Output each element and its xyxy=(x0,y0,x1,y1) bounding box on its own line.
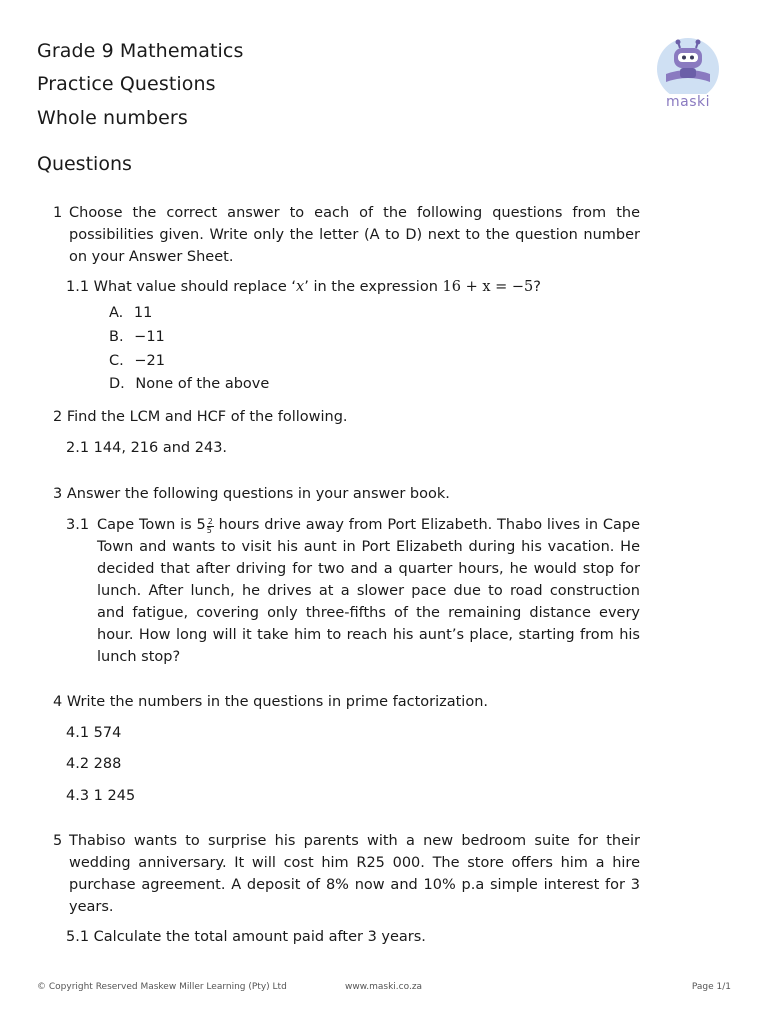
subquestion-text-mid: ’ in the expression xyxy=(304,279,443,295)
question-5-1 xyxy=(66,926,646,948)
document-title-topic: Whole numbers xyxy=(37,107,188,129)
subquestion-text: 144, 216 and 243. xyxy=(93,440,228,456)
option-value: −11 xyxy=(134,329,165,345)
option-letter: D. xyxy=(109,376,125,392)
question-3 xyxy=(53,483,653,505)
question-2-1 xyxy=(66,437,646,459)
logo-wordmark: maski xyxy=(665,94,710,110)
variable-x: x xyxy=(296,279,305,295)
question-number: 3 xyxy=(53,486,63,502)
fraction xyxy=(207,518,214,535)
question-4 xyxy=(53,691,653,713)
option-c xyxy=(109,350,165,372)
subquestion-number: 2.1 xyxy=(66,440,90,456)
document-title-grade: Grade 9 Mathematics xyxy=(37,40,244,62)
question-4-1 xyxy=(66,722,121,744)
question-4-2 xyxy=(66,753,121,775)
question-number: 5 xyxy=(53,833,63,849)
question-number: 4 xyxy=(53,694,63,710)
footer-copyright: © Copyright Reserved Maskew Miller Learning (Pty) Ltd xyxy=(37,982,287,992)
option-a xyxy=(109,302,152,324)
question-number: 2 xyxy=(53,409,63,425)
option-value: 11 xyxy=(133,305,153,321)
question-text: Thabiso wants to surprise his parents with a new bedroom suite for their wedding anniversary. It will cost him R25 000. The store offers him a hire purchase agreement. A deposit of 8% now and 10% p.a simple interest for 3 years. xyxy=(69,833,640,915)
question-text: Find the LCM and HCF of the following. xyxy=(66,409,348,425)
option-letter: B. xyxy=(109,329,124,345)
question-number: 1 xyxy=(53,205,63,221)
subquestion-number: 4.2 xyxy=(66,756,90,772)
subquestion-text: Calculate the total amount paid after 3 years. xyxy=(93,929,426,945)
question-1-1 xyxy=(66,276,646,298)
subquestion-text: 1 245 xyxy=(93,788,136,804)
text-rest: hours drive away from Port Elizabeth. Thabo lives in Cape Town and wants to visit his aunt in Port Elizabeth during his vacation. He decided that after driving for two and a quarter hours, he would stop for lunch. After lunch, he drives at a slower pace due to road construction and fatigue, covering only three-fifths of the remaining distance every hour. How long will it take him to reach his aunt’s place, starting from his lunch stop? xyxy=(97,517,640,665)
subquestion-text-before: What value should replace ‘ xyxy=(93,279,297,295)
question-text: Write the numbers in the questions in prime factorization. xyxy=(66,694,489,710)
question-4-3 xyxy=(66,785,135,807)
fraction-denominator: 5 xyxy=(206,526,212,535)
footer-page-number: Page 1/1 xyxy=(691,982,731,992)
question-text: Answer the following questions in your answer book. xyxy=(66,486,450,502)
question-1 xyxy=(53,202,640,268)
subquestion-text: 288 xyxy=(93,756,122,772)
robot-mascot-icon xyxy=(656,38,720,94)
question-3-1 xyxy=(66,514,640,668)
subquestion-text xyxy=(97,514,640,668)
section-heading: Questions xyxy=(37,153,132,175)
option-d xyxy=(109,373,269,395)
question-2 xyxy=(53,406,653,428)
option-b xyxy=(109,326,165,348)
option-letter: C. xyxy=(109,353,124,369)
fraction-numerator: 2 xyxy=(207,517,213,526)
maski-logo xyxy=(656,38,720,116)
option-value: None of the above xyxy=(135,376,270,392)
math-expression: 16 + x = −5 xyxy=(442,279,534,295)
option-letter: A. xyxy=(109,305,124,321)
document-title-type: Practice Questions xyxy=(37,73,216,95)
subquestion-text-after: ? xyxy=(533,279,541,295)
question-5 xyxy=(53,830,640,918)
subquestion-text: 574 xyxy=(93,725,122,741)
text-lead: Cape Town is xyxy=(97,517,197,533)
subquestion-number: 3.1 xyxy=(66,517,90,533)
subquestion-number: 5.1 xyxy=(66,929,90,945)
option-value: −21 xyxy=(134,353,165,369)
subquestion-number: 4.3 xyxy=(66,788,90,804)
footer-website[interactable]: www.maski.co.za xyxy=(345,982,423,992)
subquestion-number: 4.1 xyxy=(66,725,90,741)
subquestion-number: 1.1 xyxy=(66,279,90,295)
mixed-number-whole: 5 xyxy=(196,517,206,533)
question-text: Choose the correct answer to each of the following questions from the possibilities given. Write only the letter (A to D) next to the question number on your Answer Sheet. xyxy=(69,205,640,265)
